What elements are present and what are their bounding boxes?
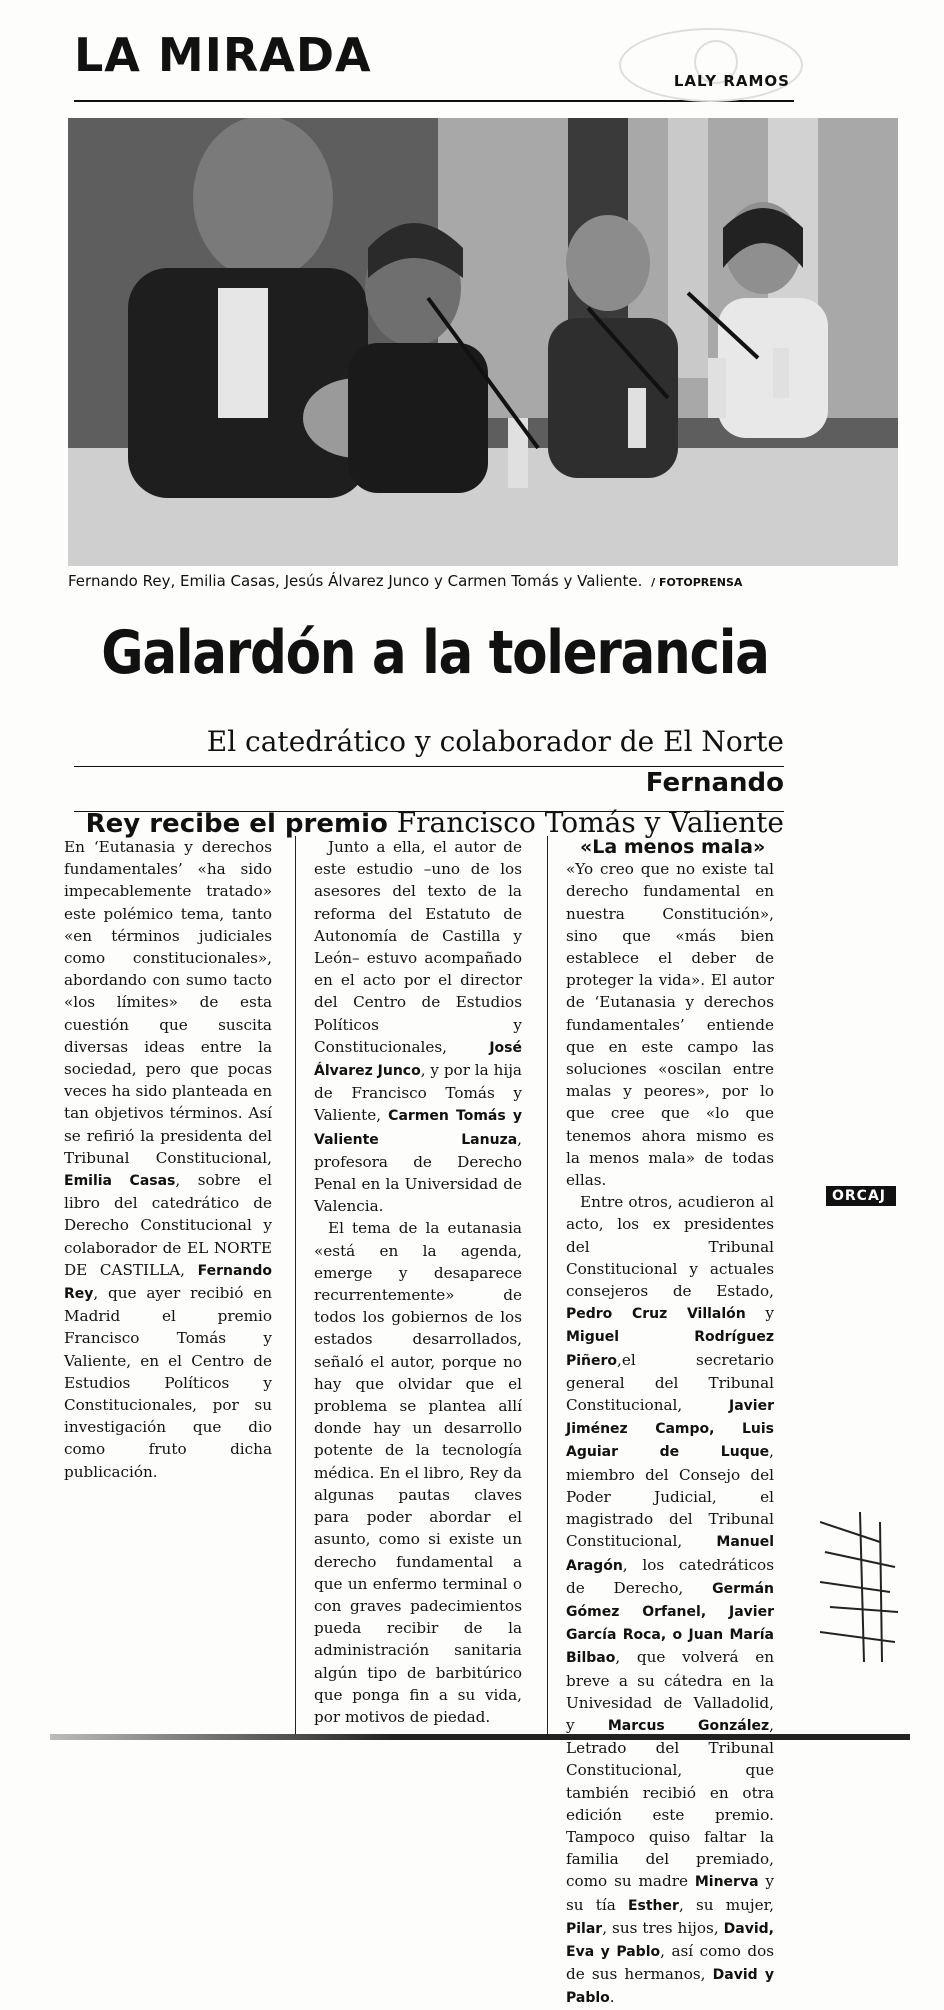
column-divider bbox=[295, 836, 296, 1736]
deck-line-2-regular: Francisco Tomás y Valiente bbox=[387, 806, 784, 839]
deck-line-2-bold: Rey recibe el premio bbox=[85, 809, 388, 839]
section-title: LA MIRADA bbox=[74, 28, 372, 82]
article-column-2 bbox=[314, 836, 522, 1728]
side-section-tag: ORCAJ bbox=[826, 1186, 896, 1206]
deck-rule-bottom bbox=[74, 811, 784, 812]
article-column-3 bbox=[566, 836, 774, 2010]
deck-subtitle bbox=[74, 722, 784, 844]
article-column-1 bbox=[64, 836, 272, 1483]
photo-illustration bbox=[68, 118, 898, 566]
deck-line-1 bbox=[74, 722, 784, 803]
news-photo bbox=[68, 118, 898, 566]
paragraph: El tema de la eutanasia «está en la agenda, emerge y desaparece recurrentemente» de todos los gobiernos de los estados desarrollados, señaló el autor, porque no hay que olvidar que el problema se plantea allí donde hay un desarrollo potente de la tecnología médica. En el libro, Rey da algunas pautas claves para poder abordar el asunto, como si existe un derecho fundamental a que un enfermo terminal o con graves padecimientos pueda recibir de la administración sanitaria algún tipo de barbitúrico que ponga fin a su vida, por motivos de piedad. bbox=[314, 1219, 522, 1726]
subheading: «La menos mala» bbox=[580, 836, 766, 858]
section-header bbox=[74, 28, 794, 102]
caption-text: Fernando Rey, Emilia Casas, Jesús Álvarez Junco y Carmen Tomás y Valiente. bbox=[68, 572, 643, 590]
paragraph: Entre otros, acudieron al acto, los ex presidentes del Tribunal Constitucional y actuales consejeros de Estado, Pedro Cruz Villalón y Miguel Rodríguez Piñero,el secretario general del Tribunal Constitucional, Javier Jiménez Campo, Luis Aguiar de Luque, miembro del Consejo del Poder Judicial, el magistrado del Tribunal Constitucional, Manuel Aragón, los catedráticos de Derecho, Germán Gómez Orfanel, Javier García Roca, o Juan María Bilbao, que volverá en breve a su cátedra en la Univesidad de Valladolid, y Marcus González, Letrado del Tribunal Constitucional, que también recibió en otra edición este premio. Tampoco quiso faltar la familia del premiado, como su madre Minerva y su tía Esther, su mujer, Pilar, sus tres hijos, David, Eva y Pablo, así como dos de sus hermanos, David y Pablo. bbox=[566, 1193, 775, 2007]
paragraph: En ‘Eutanasia y derechos fundamentales’ «ha sido impecablemente tratado» este polémico tema, tanto «en términos judiciales como constitucionales», abordando con sumo tacto «los límites» de esta cuestión que suscita diversas ideas entre la sociedad, pero que pocas veces ha sido planteada en tan objetivos términos. Así se refirió la presidenta del Tribunal Constitucional, Emilia Casas, sobre el libro del catedrático de Derecho Constitucional y colaborador de EL NORTE DE CASTILLA, Fernando Rey, que ayer recibió en Madrid el premio Francisco Tomás y Valiente, en el Centro de Estudios Políticos y Constitucionales, por su investigación que dio como fruto dicha publicación. bbox=[64, 838, 272, 1481]
margin-sketch-icon bbox=[820, 1512, 900, 1662]
photo-caption bbox=[68, 572, 898, 590]
deck-rule-top bbox=[74, 766, 784, 767]
author-byline: LALY RAMOS bbox=[673, 72, 790, 90]
headline: Galardón a la tolerancia bbox=[101, 618, 769, 688]
photo-credit: / FOTOPRENSA bbox=[651, 576, 743, 589]
deck-line-1-regular: El catedrático y colaborador de El Norte bbox=[206, 725, 784, 758]
paragraph: «Yo creo que no existe tal derecho fundamental en nuestra Constitución», sino que «más bien establece el deber de proteger la vida». El autor de ‘Eutanasia y derechos fundamentales’ entiende que en este campo las soluciones «oscilan entre malas y peores», por lo que cree que «lo que tenemos ahora mismo es la menos mala» de todas ellas. bbox=[566, 860, 774, 1190]
deck-line-1-bold: Fernando bbox=[645, 768, 784, 798]
column-divider bbox=[547, 836, 548, 1736]
paragraph: Junto a ella, el autor de este estudio –uno de los asesores del texto de la reforma del Estatuto de Autonomía de Castilla y León– estuvo acompañado en el acto por el director del Centro de Estudios Políticos y Constitucionales, José Álvarez Junco, y por la hija de Francisco Tomás y Valiente, Carmen Tomás y Valiente Lanuza, profesora de Derecho Penal en la Universidad de Valencia. bbox=[314, 838, 523, 1216]
bottom-rule bbox=[50, 1734, 910, 1740]
